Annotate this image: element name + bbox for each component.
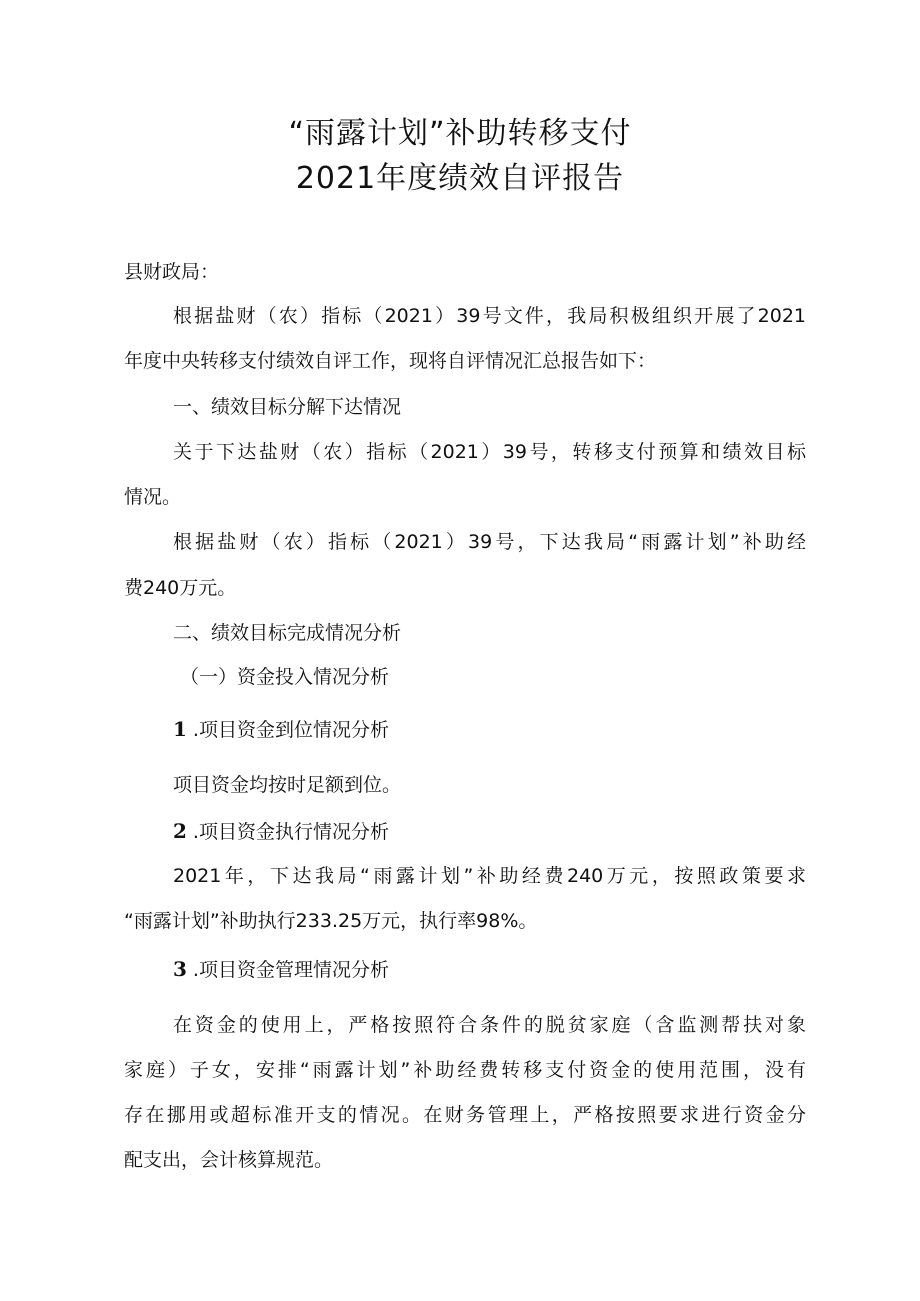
item3-label: .项目资金管理情况分析 [192, 959, 389, 981]
item1-text: 项目资金均按时足额到位。 [173, 774, 402, 796]
item2-number: 2 [173, 819, 187, 843]
item1-heading [173, 716, 389, 743]
item1-label: .项目资金到位情况分析 [192, 719, 389, 741]
section1-para-a-line-2: 情况。 [124, 486, 182, 508]
document-title-line-2: 2021年度绩效自评报告 [295, 161, 625, 196]
section1-para-b-line-1: 根据盐财（农）指标（2021）39号，下达我局“雨露计划”补助经 [173, 531, 806, 553]
item3-line-1: 在资金的使用上，严格按照符合条件的脱贫家庭（含监测帮扶对象 [173, 1014, 806, 1036]
section1-heading: 一、绩效目标分解下达情况 [173, 396, 402, 418]
item2-line-2: “雨露计划”补助执行233.25万元，执行率98%。 [124, 910, 538, 932]
section2-heading: 二、绩效目标完成情况分析 [173, 622, 402, 644]
salutation: 县财政局： [124, 261, 220, 283]
document-title-line-1: “雨露计划”补助转移支付 [288, 116, 632, 151]
item3-line-3: 存在挪用或超标准开支的情况。在财务管理上，严格按照要求进行资金分 [124, 1104, 806, 1126]
item2-line-1: 2021年，下达我局“雨露计划”补助经费240万元，按照政策要求 [173, 865, 806, 887]
item2-heading [173, 818, 389, 845]
item3-heading [173, 956, 389, 983]
item2-label: .项目资金执行情况分析 [192, 821, 389, 843]
section1-para-b-line-2: 费240万元。 [124, 577, 237, 599]
section1-para-a-line-1: 关于下达盐财（农）指标（2021）39号，转移支付预算和绩效目标 [173, 441, 806, 463]
item3-line-4: 配支出，会计核算规范。 [124, 1149, 334, 1171]
item3-line-2: 家庭）子女，安排“雨露计划”补助经费转移支付资金的使用范围，没有 [124, 1059, 806, 1081]
section2-subheading-1: （一）资金投入情况分析 [180, 666, 390, 688]
para1-line-2: 年度中央转移支付绩效自评工作，现将自评情况汇总报告如下： [124, 350, 657, 372]
item3-number: 3 [173, 957, 187, 981]
para1-line-1: 根据盐财（农）指标（2021）39号文件，我局积极组织开展了2021 [173, 305, 806, 327]
item1-number: 1 [173, 717, 187, 741]
